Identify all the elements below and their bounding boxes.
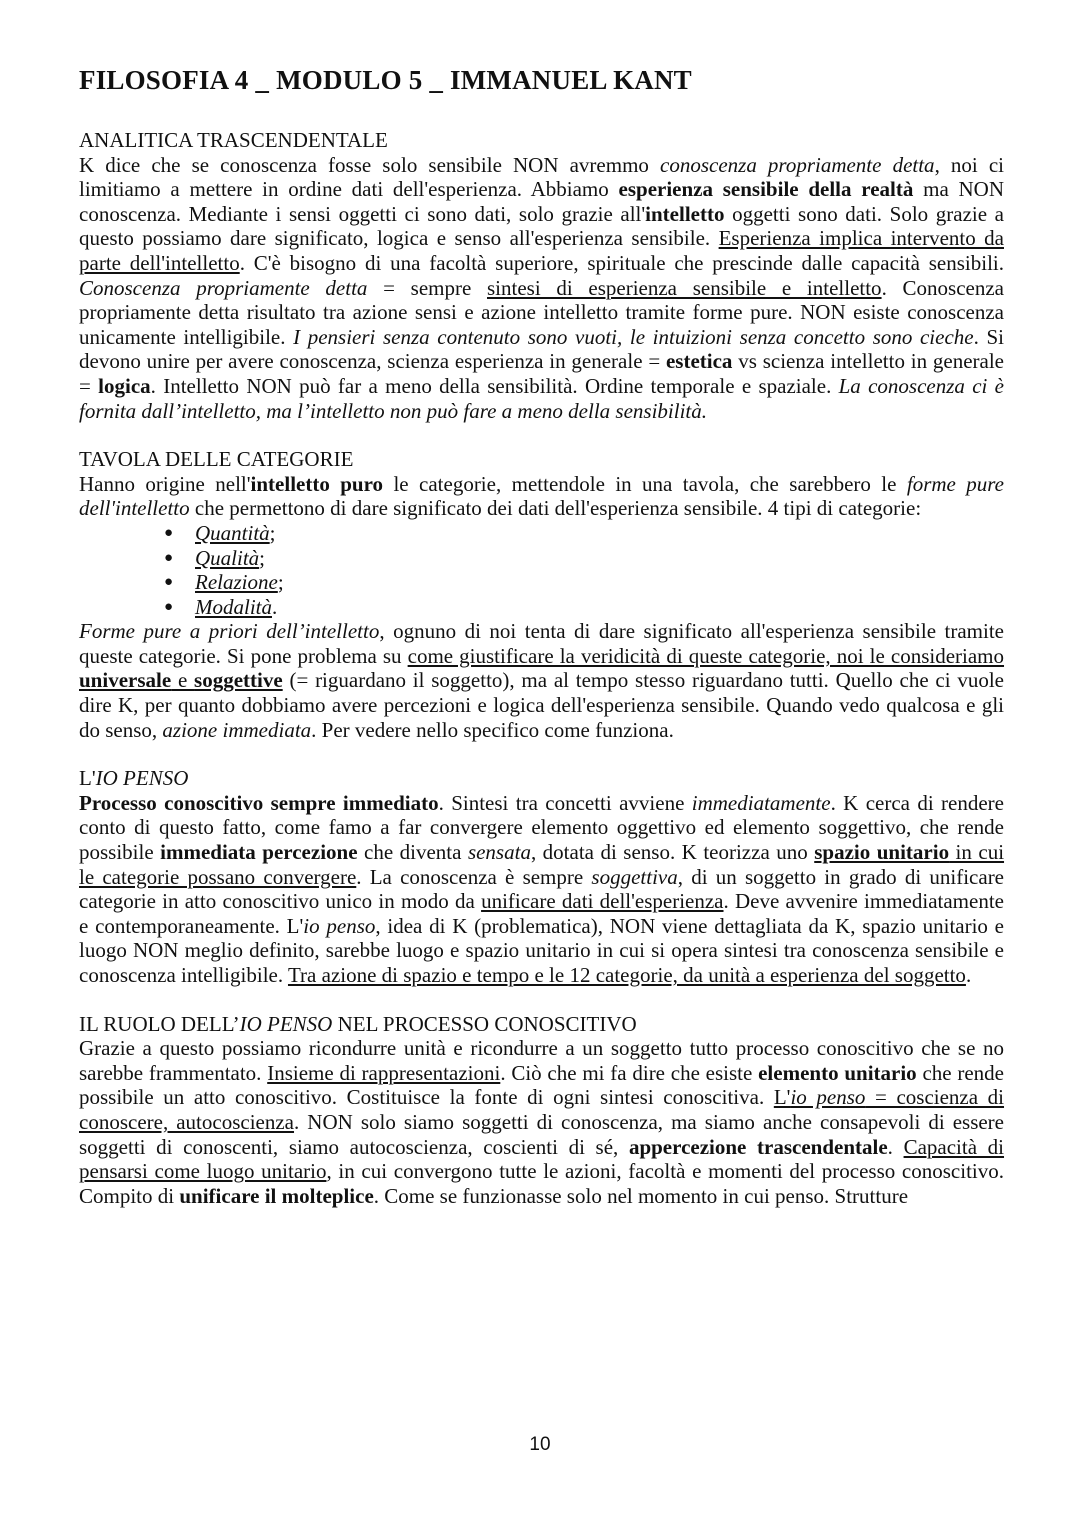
- text-run: NEL PROCESSO CONOSCITIVO: [332, 1011, 637, 1036]
- text-run: , in cui convergono tutte le azioni, facoltà e momenti del processo conoscitivo. Compito di: [79, 1159, 1004, 1208]
- text-run: . Intelletto NON può far a meno della sensibilità. Ordine temporale e spaziale.: [150, 373, 839, 398]
- text-run: in cui le categorie possano convergere: [79, 840, 1005, 889]
- text-run: soggettive: [194, 668, 283, 693]
- section-io-penso: [79, 766, 1004, 987]
- text-run: vs scienza intelletto in generale =: [79, 349, 1004, 398]
- document-page: [79, 64, 1004, 1208]
- text-run: unificare il molteplice: [179, 1183, 374, 1208]
- text-run: conoscenza propriamente detta: [660, 152, 935, 177]
- text-run: e: [171, 668, 195, 693]
- list-item: [195, 546, 1004, 571]
- text-run: . C'è bisogno di una facoltà superiore, spirituale che prescinde dalle capacità sensibili.: [239, 250, 1004, 275]
- text-run: oggetti sono dati. Solo grazie a questo possiamo dare significato, logica e senso all'esperienza sensibile.: [79, 201, 1004, 251]
- text-run: .: [887, 1134, 904, 1159]
- text-run: azione immediata: [162, 717, 312, 742]
- list-item: [195, 521, 1004, 546]
- text-run: logica: [98, 373, 151, 398]
- text-run: Hanno origine nell': [79, 471, 251, 496]
- text-run: immediatamente: [691, 790, 831, 815]
- text-run: estetica: [665, 349, 733, 374]
- text-run: .: [272, 594, 278, 619]
- text-run: . Come se funzionasse solo nel momento in cui penso. Strutture: [373, 1183, 909, 1208]
- text-run: che rende possibile un atto conoscitivo. Costituisce la fonte di ogni sintesi conoscitiva.: [79, 1060, 1004, 1110]
- text-run: . Si devono unire per avere conoscenza, scienza esperienza in generale =: [79, 324, 1004, 374]
- text-run: , noi ci limitiamo a mettere in ordine dati dell'esperienza. Abbiamo: [79, 152, 1005, 202]
- text-run: sintesi di esperienza sensibile e intelletto: [487, 275, 882, 300]
- text-run: (= riguardano il soggetto), ma al tempo stesso riguardano tutti. Quello che ci vuole dire K, per quanto dobbiamo avere percezioni e logica dell'esperienza sensibile. Quando vedo qualcosa e gli do senso,: [79, 668, 1004, 742]
- section-analitica-trascendentale: [79, 128, 1004, 423]
- text-run: Qualità: [195, 545, 260, 570]
- list-item: [195, 595, 1004, 620]
- text-run: Relazione: [195, 570, 278, 595]
- text-run: come giustificare la veridicità di queste categorie, noi le consideriamo: [407, 643, 1005, 668]
- section-tavola-delle-categorie: [79, 447, 1004, 742]
- text-run: che diventa: [357, 840, 468, 865]
- text-run: Esperienza implica intervento da parte dell'intelletto: [79, 226, 1004, 275]
- text-run: ;: [277, 570, 284, 595]
- text-run: . Conoscenza propriamente detta risultato tra azione sensi e azione intelletto tramite forme pure. NON esiste conoscenza unicamente intelligibile.: [79, 275, 1004, 349]
- section-paragraph: [79, 619, 1004, 742]
- text-run: . La conoscenza è sempre: [356, 864, 592, 889]
- section-heading: [79, 128, 1004, 153]
- text-run: , ognuno di noi tenta di dare significato all'esperienza sensibile tramite queste categorie. Si pone problema su: [79, 619, 1004, 668]
- text-run: ma NON conoscenza. Mediante i sensi oggetti ci sono dati, solo grazie all': [79, 177, 1005, 226]
- text-run: L': [773, 1085, 791, 1110]
- text-run: = sempre: [367, 275, 487, 300]
- text-run: . NON solo siamo soggetti di conoscenza, ma siamo anche consapevoli di essere soggetti di conoscenti, siamo autocoscienza, coscienti di sé,: [79, 1109, 1004, 1159]
- text-run: universale: [79, 668, 172, 693]
- text-run: che permettono di dare significato dei dati dell'esperienza sensibile. 4 tipi di categorie:: [189, 496, 922, 521]
- text-run: La conoscenza ci è fornita dall’intelletto, ma l’intelletto non può fare a meno della sensibilità.: [79, 373, 1004, 423]
- text-run: unificare dati dell'esperienza: [481, 889, 724, 914]
- text-run: elemento unitario: [758, 1060, 917, 1085]
- text-run: = coscienza di conoscere, autocoscienza: [79, 1085, 1005, 1134]
- text-run: Tra azione di spazio e tempo e le 12 categorie, da unità a esperienza del soggetto: [287, 963, 966, 987]
- section-heading: [79, 766, 1004, 791]
- text-run: immediata percezione: [160, 840, 358, 865]
- text-run: io penso: [790, 1085, 866, 1110]
- text-run: . Deve avvenire immediatamente e contemporaneamente. L': [79, 889, 1004, 938]
- document-title: FILOSOFIA 4 _ MODULO 5 _ IMMANUEL KANT: [79, 65, 692, 95]
- list-item: [195, 570, 1004, 595]
- text-run: , idea di K (problematica), NON viene dettagliata da K, spazio unitario e luogo NON meglio definito, sarebbe luogo e spazio unitario in cui si opera sintesi tra conoscenza sensibile e conoscenza intelligibile.: [79, 913, 1005, 987]
- text-run: . Per vedere nello specifico come funziona.: [311, 717, 674, 742]
- text-run: Modalità: [195, 594, 272, 619]
- text-run: appercezione trascendentale: [628, 1134, 888, 1159]
- text-run: soggettiva: [591, 864, 678, 889]
- text-run: ANALITICA TRASCENDENTALE: [79, 128, 388, 152]
- text-run: . Sintesi tra concetti avviene: [438, 790, 692, 815]
- text-run: intelletto: [645, 201, 725, 226]
- text-run: Conoscenza propriamente detta: [79, 275, 368, 300]
- section-paragraph: [79, 472, 1004, 521]
- section-ruolo-io-penso: [79, 1012, 1004, 1209]
- text-run: Quantità: [195, 520, 270, 545]
- text-run: I pensieri senza contenuto sono vuoti, le intuizioni senza concetto sono cieche: [293, 324, 974, 349]
- text-run: , di un soggetto in grado di unificare categorie in atto conoscitivo unico in modo da: [79, 864, 1005, 914]
- text-run: IO PENSO: [239, 1011, 333, 1036]
- text-run: Capacità di pensarsi come luogo unitario: [79, 1134, 1005, 1184]
- text-run: Grazie a questo possiamo ricondurre unità e ricondurre a un soggetto tutto processo conoscitivo che se no sarebbe frammentato.: [79, 1036, 1004, 1085]
- text-run: Processo conoscitivo sempre immediato: [79, 790, 439, 815]
- section-heading: [79, 1012, 1004, 1037]
- text-run: ;: [259, 545, 266, 570]
- text-run: K dice che se conoscenza fosse solo sensibile NON avremmo: [79, 152, 661, 177]
- text-run: io penso: [303, 913, 376, 938]
- text-run: . Ciò che mi fa dire che esiste: [500, 1060, 759, 1085]
- text-run: TAVOLA DELLE CATEGORIE: [79, 447, 354, 472]
- text-run: forme pure dell'intelletto: [79, 471, 1004, 521]
- section-paragraph: [79, 153, 1004, 424]
- text-run: L': [79, 766, 96, 791]
- categories-list: [79, 521, 1004, 619]
- text-run: . K cerca di rendere conto di questo fatto, come famo a far convergere elemento oggettivo ed elemento soggettivo, che rende possibile: [79, 790, 1004, 865]
- text-run: ;: [269, 520, 276, 545]
- text-run: .: [965, 963, 972, 987]
- section-heading: [79, 447, 1004, 472]
- text-run: sensata: [467, 840, 531, 865]
- text-run: spazio unitario: [814, 840, 950, 865]
- section-paragraph: [79, 1036, 1004, 1208]
- text-run: IL RUOLO DELL’: [79, 1011, 240, 1036]
- text-run: esperienza sensibile della realtà: [618, 177, 914, 202]
- text-run: Forme pure a priori dell’intelletto: [79, 619, 380, 644]
- text-run: Insieme di rappresentazioni: [267, 1060, 501, 1085]
- section-paragraph: [79, 791, 1004, 988]
- text-run: IO PENSO: [95, 766, 189, 791]
- text-run: , dotata di senso. K teorizza uno: [530, 840, 815, 865]
- page-number: 10: [529, 1434, 551, 1455]
- text-run: intelletto puro: [250, 471, 384, 496]
- text-run: le categorie, mettendole in una tavola, che sarebbero le: [383, 471, 907, 496]
